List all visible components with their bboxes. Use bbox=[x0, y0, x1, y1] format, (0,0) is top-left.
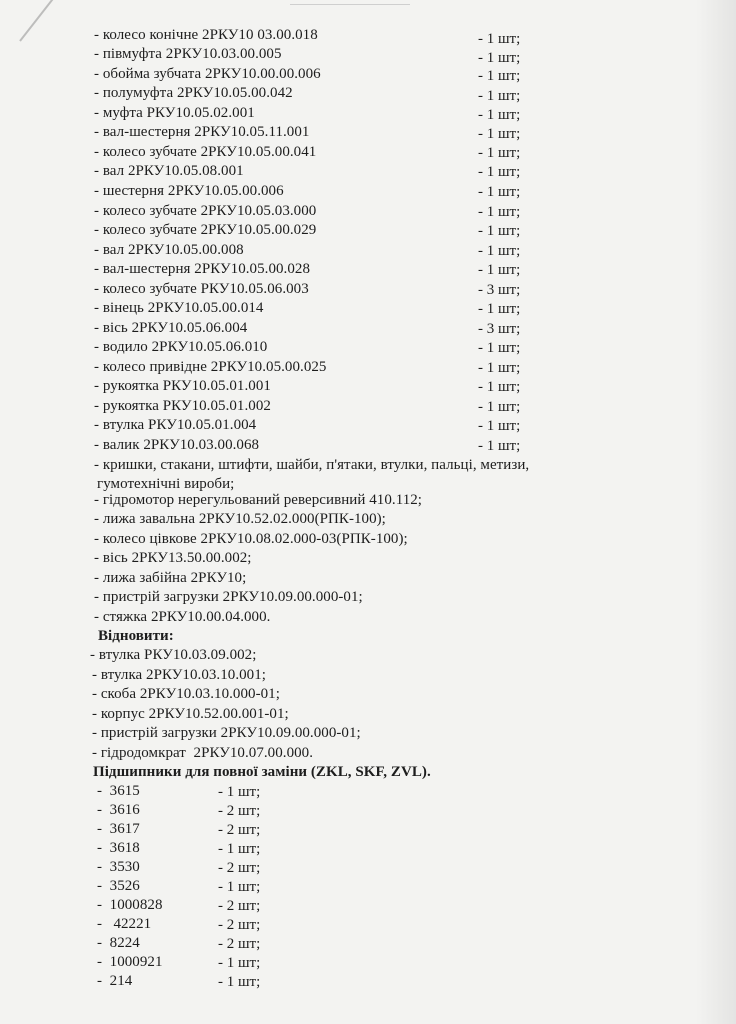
part-qty: - 1 шт; bbox=[478, 68, 521, 84]
list-item: - корпус 2РКУ10.52.00.001-01; bbox=[92, 706, 289, 722]
list-item: - гідродомкрат 2РКУ10.07.00.000. bbox=[92, 745, 314, 761]
scan-artifact-line bbox=[290, 4, 410, 5]
bearing-code: - 8224 bbox=[97, 935, 140, 951]
part-qty: - 1 шт; bbox=[478, 31, 521, 47]
part-name: - рукоятка РКУ10.05.01.002 bbox=[94, 398, 271, 414]
bearing-qty: - 2 шт; bbox=[218, 860, 261, 876]
part-qty: - 1 шт; bbox=[478, 126, 521, 142]
part-qty: - 1 шт; bbox=[478, 340, 521, 356]
bearing-qty: - 1 шт; bbox=[218, 841, 261, 857]
list-item: - лижа забійна 2РКУ10; bbox=[94, 570, 247, 586]
list-item: - стяжка 2РКУ10.00.04.000. bbox=[94, 609, 271, 625]
part-name: - колесо зубчате РКУ10.05.06.003 bbox=[94, 281, 309, 297]
part-name: - півмуфта 2РКУ10.03.00.005 bbox=[94, 46, 282, 62]
part-name: - полумуфта 2РКУ10.05.00.042 bbox=[94, 85, 293, 101]
list-item: - вісь 2РКУ13.50.00.002; bbox=[94, 550, 252, 566]
part-name: - рукоятка РКУ10.05.01.001 bbox=[94, 378, 271, 394]
part-qty: - 3 шт; bbox=[478, 321, 521, 337]
bearing-code: - 214 bbox=[97, 973, 133, 989]
part-name: - вал-шестерня 2РКУ10.05.11.001 bbox=[94, 124, 310, 140]
part-name: - вал-шестерня 2РКУ10.05.00.028 bbox=[94, 261, 310, 277]
list-item: - лижа завальна 2РКУ10.52.02.000(РПК-100); bbox=[94, 511, 386, 527]
restore-heading: Відновити: bbox=[98, 628, 174, 644]
bearing-code: - 42221 bbox=[97, 916, 152, 932]
bearing-qty: - 2 шт; bbox=[218, 822, 261, 838]
part-name: - колесо привідне 2РКУ10.05.00.025 bbox=[94, 359, 327, 375]
part-qty: - 1 шт; bbox=[478, 243, 521, 259]
part-name: - вісь 2РКУ10.05.06.004 bbox=[94, 320, 248, 336]
part-qty: - 1 шт; bbox=[478, 360, 521, 376]
bearing-code: - 3530 bbox=[97, 859, 140, 875]
bearing-code: - 3617 bbox=[97, 821, 140, 837]
part-name: - вал 2РКУ10.05.08.001 bbox=[94, 163, 244, 179]
page-edge-shadow bbox=[696, 0, 736, 1024]
part-qty: - 1 шт; bbox=[478, 107, 521, 123]
bearing-qty: - 2 шт; bbox=[218, 917, 261, 933]
bearing-code: - 3616 bbox=[97, 802, 140, 818]
part-name: - втулка РКУ10.05.01.004 bbox=[94, 417, 257, 433]
bearing-qty: - 1 шт; bbox=[218, 974, 261, 990]
bearing-qty: - 1 шт; bbox=[218, 879, 261, 895]
bearing-code: - 3615 bbox=[97, 783, 140, 799]
part-qty: - 1 шт; bbox=[478, 184, 521, 200]
part-qty: - 1 шт; bbox=[478, 88, 521, 104]
bearing-qty: - 2 шт; bbox=[218, 936, 261, 952]
list-item: - пристрій загрузки 2РКУ10.09.00.000-01; bbox=[94, 589, 363, 605]
list-item: - гідромотор нерегульований реверсивний 410.112; bbox=[94, 492, 423, 508]
part-name: - вал 2РКУ10.05.00.008 bbox=[94, 242, 244, 258]
part-name: - вінець 2РКУ10.05.00.014 bbox=[94, 300, 264, 316]
bearing-code: - 1000921 bbox=[97, 954, 163, 970]
part-qty: - 1 шт; bbox=[478, 262, 521, 278]
misc-items-line: гумотехнічні вироби; bbox=[97, 476, 235, 492]
part-qty: - 1 шт; bbox=[478, 145, 521, 161]
bearings-heading: Підшипники для повної заміни (ZKL, SKF, ZVL). bbox=[93, 764, 431, 780]
part-name: - колесо зубчате 2РКУ10.05.03.000 bbox=[94, 203, 317, 219]
bearing-qty: - 2 шт; bbox=[218, 803, 261, 819]
part-qty: - 1 шт; bbox=[478, 164, 521, 180]
part-qty: - 3 шт; bbox=[478, 282, 521, 298]
part-qty: - 1 шт; bbox=[478, 223, 521, 239]
part-name: - колесо зубчате 2РКУ10.05.00.029 bbox=[94, 222, 317, 238]
bearing-code: - 1000828 bbox=[97, 897, 163, 913]
bearing-qty: - 2 шт; bbox=[218, 898, 261, 914]
scan-artifact-mark bbox=[19, 0, 58, 42]
bearing-qty: - 1 шт; bbox=[218, 955, 261, 971]
part-qty: - 1 шт; bbox=[478, 438, 521, 454]
part-name: - обойма зубчата 2РКУ10.00.00.006 bbox=[94, 66, 321, 82]
part-qty: - 1 шт; bbox=[478, 50, 521, 66]
part-name: - муфта РКУ10.05.02.001 bbox=[94, 105, 255, 121]
part-qty: - 1 шт; bbox=[478, 301, 521, 317]
part-name: - колесо конічне 2РКУ10 03.00.018 bbox=[94, 27, 318, 43]
bearing-code: - 3526 bbox=[97, 878, 140, 894]
list-item: - втулка 2РКУ10.03.10.001; bbox=[92, 667, 266, 683]
list-item: - втулка РКУ10.03.09.002; bbox=[90, 647, 257, 663]
part-name: - шестерня 2РКУ10.05.00.006 bbox=[94, 183, 284, 199]
part-name: - валик 2РКУ10.03.00.068 bbox=[94, 437, 260, 453]
misc-items-line: - кришки, стакани, штифти, шайби, п'ятаки, втулки, пальці, метизи, bbox=[94, 457, 530, 473]
part-qty: - 1 шт; bbox=[478, 418, 521, 434]
part-qty: - 1 шт; bbox=[478, 399, 521, 415]
bearing-qty: - 1 шт; bbox=[218, 784, 261, 800]
bearing-code: - 3618 bbox=[97, 840, 140, 856]
part-qty: - 1 шт; bbox=[478, 204, 521, 220]
list-item: - пристрій загрузки 2РКУ10.09.00.000-01; bbox=[92, 725, 361, 741]
part-name: - колесо зубчате 2РКУ10.05.00.041 bbox=[94, 144, 317, 160]
list-item: - колесо цівкове 2РКУ10.08.02.000-03(РПК-100); bbox=[94, 531, 408, 547]
part-qty: - 1 шт; bbox=[478, 379, 521, 395]
part-name: - водило 2РКУ10.05.06.010 bbox=[94, 339, 268, 355]
list-item: - скоба 2РКУ10.03.10.000-01; bbox=[92, 686, 280, 702]
